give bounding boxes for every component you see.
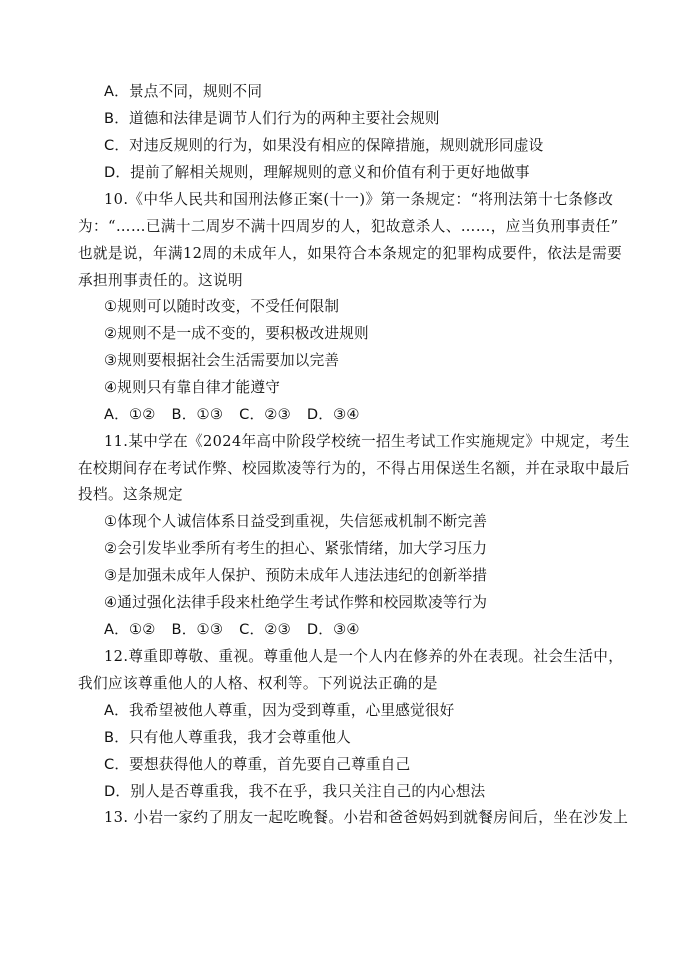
q11-statement-4: ④通过强化法律手段来杜绝学生考试作弊和校园欺凌等行为 xyxy=(104,594,488,611)
q10-answer-b: B．①③ xyxy=(171,406,224,423)
q12-stem-line-1: 12.尊重即尊敬、重视。尊重他人是一个人内在修养的外在表现。社会生活中， xyxy=(104,648,624,665)
q12-option-c: C．要想获得他人的尊重，首先要自己尊重自己 xyxy=(104,756,411,773)
q10-answer-c: C．②③ xyxy=(239,406,291,423)
q11-stem-line-3: 投档。这条规定 xyxy=(78,486,183,503)
q11-statement-3: ③是加强未成年人保护、预防未成年人违法违纪的创新举措 xyxy=(104,567,488,584)
q9-option-b: B．道德和法律是调节人们行为的两种主要社会规则 xyxy=(104,110,440,127)
q11-answer-a: A．①② xyxy=(104,621,156,638)
q12-option-a: A．我希望被他人尊重，因为受到尊重，心里感觉很好 xyxy=(104,702,455,719)
q11-answer-c: C．②③ xyxy=(239,621,291,638)
q10-statement-4: ④规则只有靠自律才能遵守 xyxy=(104,379,281,396)
q11-stem-line-2: 在校期间存在考试作弊、校园欺凌等行为的，不得占用保送生名额，并在录取中最后 xyxy=(78,460,630,477)
q10-stem-line-3: 也就是说，年满12周的未成年人，如果符合本条规定的犯罪构成要件，依法是需要 xyxy=(78,245,623,262)
q11-statement-2: ②会引发毕业季所有考生的担心、紧张情绪，加大学习压力 xyxy=(104,540,488,557)
q10-answer-a: A．①② xyxy=(104,406,156,423)
q12-option-d: D．别人是否尊重我，我不在乎，我只关注自己的内心想法 xyxy=(104,783,486,800)
q10-statement-1: ①规则可以随时改变，不受任何限制 xyxy=(104,298,340,315)
q10-answer-d: D．③④ xyxy=(306,406,360,423)
q10-stem-line-2: 为：“……已满十二周岁不满十四周岁的人，犯故意杀人、……，应当负刑事责任” xyxy=(78,218,619,235)
q12-option-b: B．只有他人尊重我，我才会尊重他人 xyxy=(104,729,351,746)
q10-stem-line-1: 10.《中华人民共和国刑法修正案(十一)》第一条规定：“将刑法第十七条修改 xyxy=(104,191,614,208)
q11-answer-row xyxy=(104,620,376,640)
q9-option-d: D．提前了解相关规则，理解规则的意义和价值有利于更好地做事 xyxy=(104,164,530,181)
q10-statement-3: ③规则要根据社会生活需要加以完善 xyxy=(104,352,340,369)
q11-statement-1: ①体现个人诚信体系日益受到重视，失信惩戒机制不断完善 xyxy=(104,513,488,530)
q9-option-a: A．景点不同，规则不同 xyxy=(104,83,263,100)
q13-stem-line-1: 13. 小岩一家约了朋友一起吃晚餐。小岩和爸爸妈妈到就餐房间后，坐在沙发上 xyxy=(104,809,629,826)
q9-option-c: C．对违反规则的行为，如果没有相应的保障措施，规则就形同虚设 xyxy=(104,137,544,154)
q11-answer-b: B．①③ xyxy=(171,621,224,638)
q10-statement-2: ②规则不是一成不变的，要积极改进规则 xyxy=(104,325,369,342)
q11-answer-d: D．③④ xyxy=(306,621,360,638)
q12-stem-line-2: 我们应该尊重他人的人格、权利等。下列说法正确的是 xyxy=(78,675,438,692)
q11-stem-line-1: 11.某中学在《2024年高中阶段学校统一招生考试工作实施规定》中规定，考生 xyxy=(104,433,630,450)
q10-stem-line-4: 承担刑事责任的。这说明 xyxy=(78,272,243,289)
q10-answer-row xyxy=(104,405,376,425)
